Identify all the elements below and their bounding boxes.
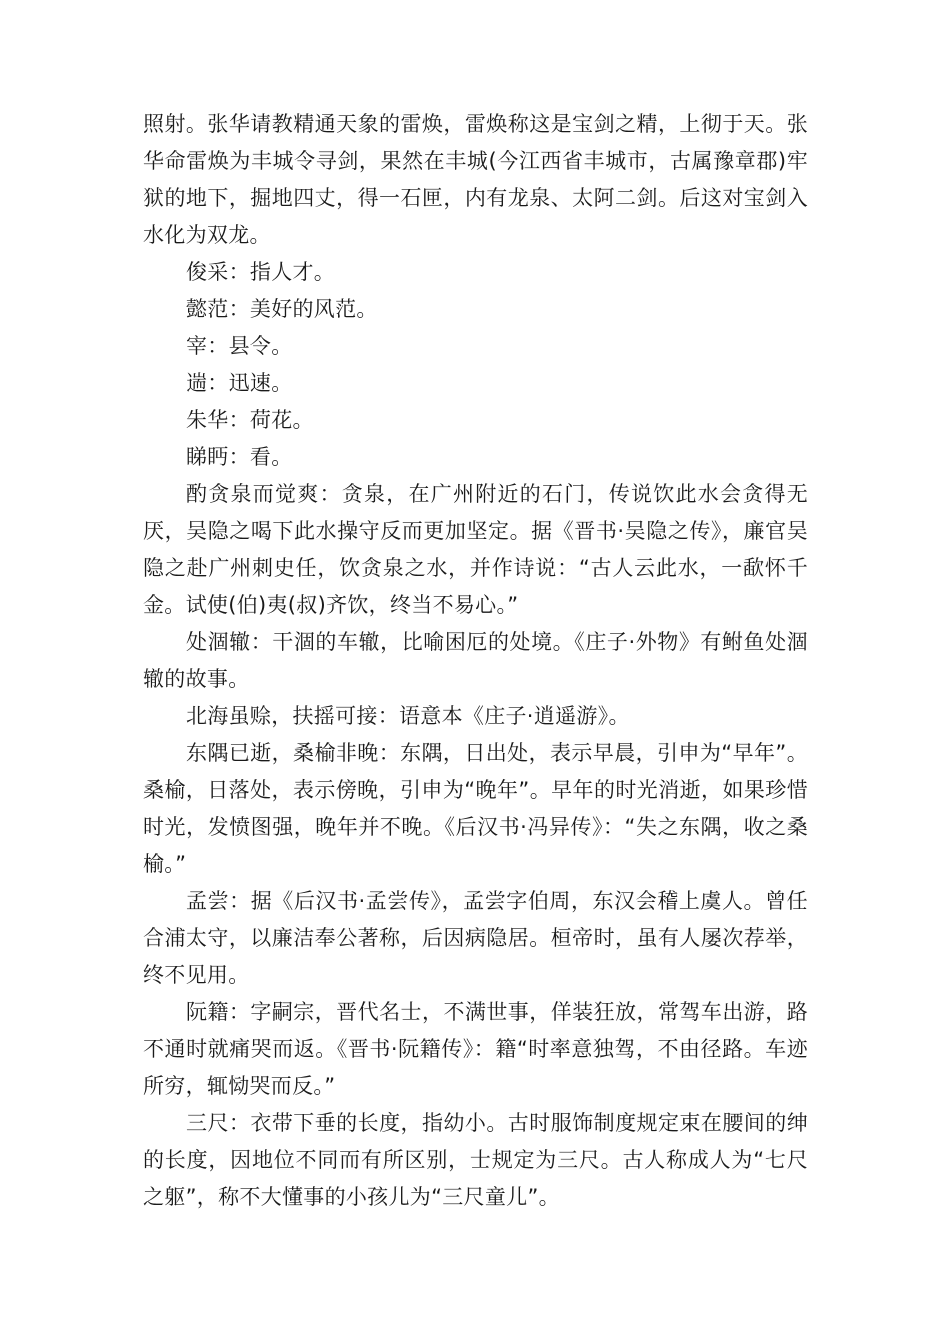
document-body — [143, 106, 808, 1216]
note-beihai: 北海虽赊，扶摇可接：语意本《庄子·逍遥游》。 — [186, 704, 630, 728]
note-tanquan: 酌贪泉而觉爽：贪泉，在广州附近的石门，传说饮此水会贪得无厌，吴隐之喝下此水操守反而更加坚定。据《晋书·吴隐之传》，廉官吴隐之赴广州刺史任，饮贪泉之水，并作诗说：“古人云此水，一歃怀千金。试使(伯)夷(叔)齐饮，终当不易心。” — [143, 482, 808, 617]
note-juncai: 俊采：指人才。 — [186, 260, 336, 284]
note-dimian: 睇眄：看。 — [186, 445, 293, 469]
note-zhuhua: 朱华：荷花。 — [186, 408, 314, 432]
note-mengchang: 孟尝：据《后汉书·孟尝传》，孟尝字伯周，东汉会稽上虞人。曾任合浦太守，以廉洁奉公著称，后因病隐居。桓帝时，虽有人屡次荐举，终不见用。 — [143, 889, 808, 987]
paragraph-continuation: 照射。张华请教精通天象的雷焕，雷焕称这是宝剑之精，上彻于天。张华命雷焕为丰城令寻剑，果然在丰城(今江西省丰城市，古属豫章郡)牢狱的地下，掘地四丈，得一石匣，内有龙泉、太阿二剑。后这对宝剑入水化为双龙。 — [143, 112, 808, 247]
note-chuan: 遄：迅速。 — [186, 371, 293, 395]
note-ruanji: 阮籍：字嗣宗，晋代名士，不满世事，佯装狂放，常驾车出游，路不通时就痛哭而返。《晋书·阮籍传》：籍“时率意独驾，不由径路。车迹所穷，辄恸哭而反。” — [143, 1000, 808, 1098]
note-zai: 宰：县令。 — [186, 334, 293, 358]
note-sanchi: 三尺：衣带下垂的长度，指幼小。古时服饰制度规定束在腰间的绅的长度，因地位不同而有所区别，士规定为三尺。古人称成人为“七尺之躯”，称不大懂事的小孩儿为“三尺童儿”。 — [143, 1111, 808, 1209]
note-yifan: 懿范：美好的风范。 — [186, 297, 378, 321]
note-hezhe: 处涸辙：干涸的车辙，比喻困厄的处境。《庄子·外物》有鲋鱼处涸辙的故事。 — [143, 630, 808, 691]
note-dongyu: 东隅已逝，桑榆非晚：东隅，日出处，表示早晨，引申为“早年”。桑榆，日落处，表示傍晚，引申为“晚年”。早年的时光消逝，如果珍惜时光，发愤图强，晚年并不晚。《后汉书·冯异传》：“失之东隅，收之桑榆。” — [143, 741, 808, 876]
